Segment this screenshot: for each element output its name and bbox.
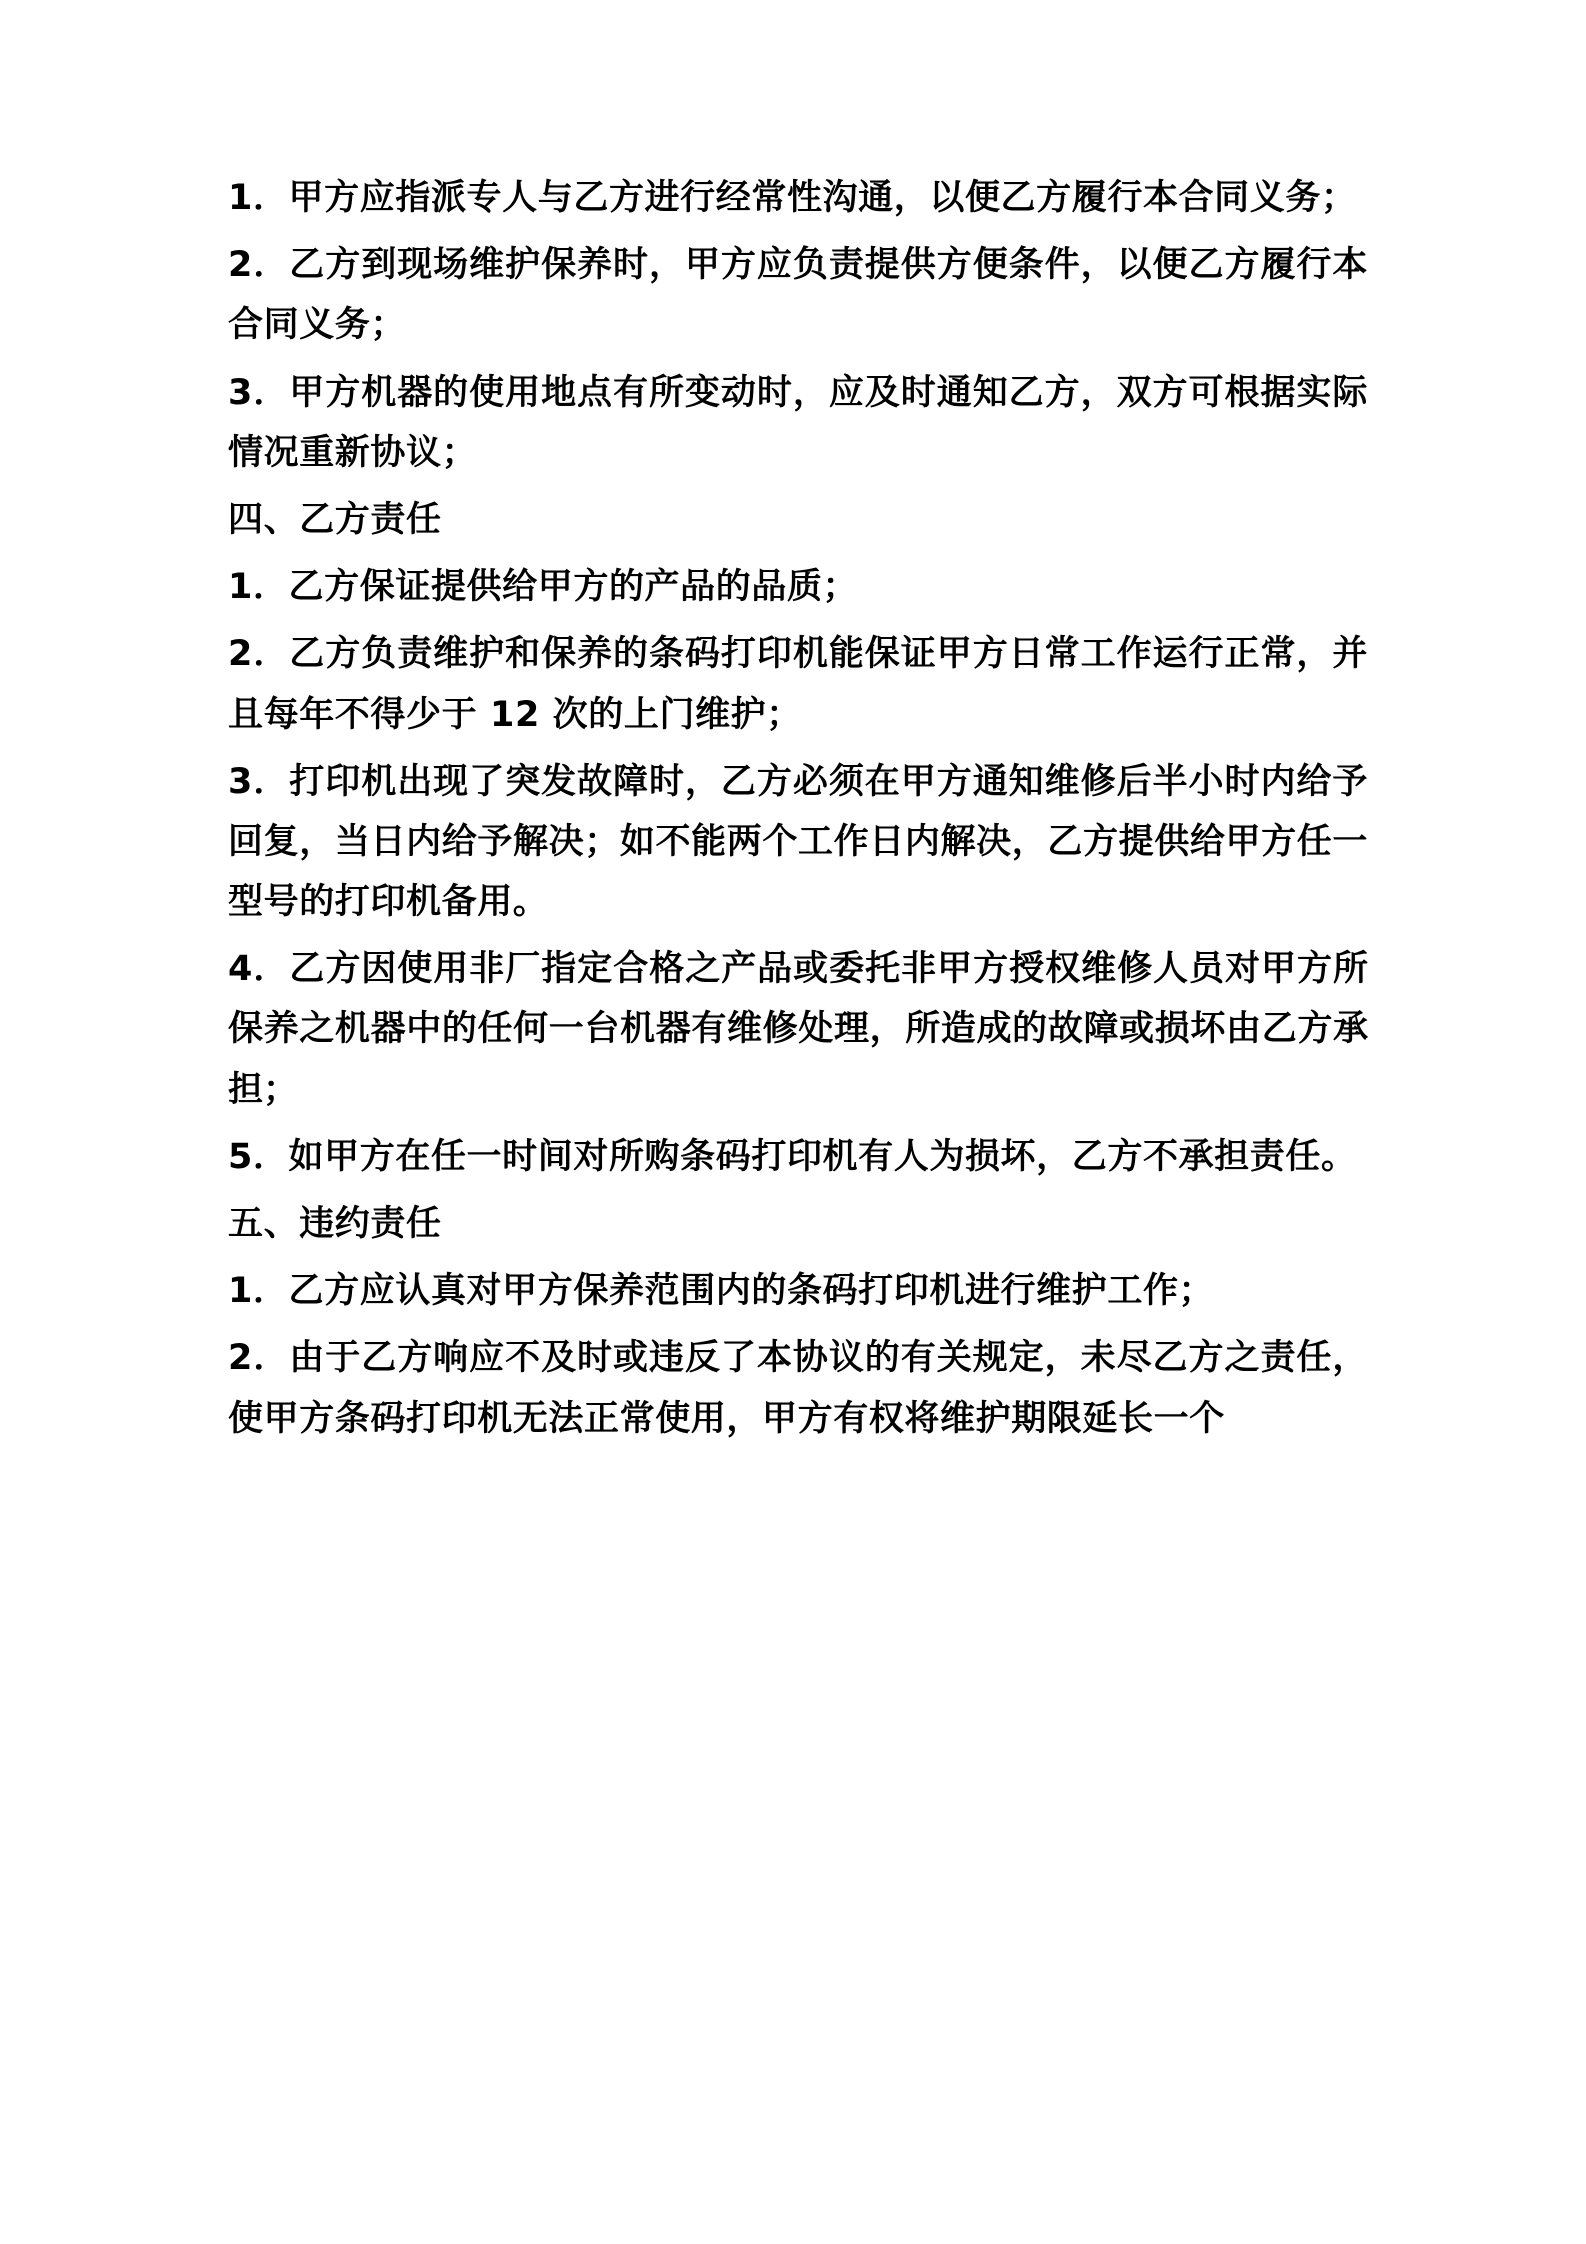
clause-paragraph: 2．乙方负责维护和保养的条码打印机能保证甲方日常工作运行正常，并且每年不得少于 12 次的上门维护； <box>228 634 1368 735</box>
document-body <box>228 168 1368 1456</box>
clause-paragraph: 5．如甲方在任一时间对所购条码打印机有人为损坏，乙方不承担责任。 <box>228 1136 1357 1177</box>
clause-paragraph: 3．甲方机器的使用地点有所变动时，应及时通知乙方，双方可根据实际情况重新协议； <box>228 372 1368 473</box>
clause-paragraph: 3．打印机出现了突发故障时，乙方必须在甲方通知维修后半小时内给予回复，当日内给予解决；如不能两个工作日内解决，乙方提供给甲方任一型号的打印机备用。 <box>228 761 1368 923</box>
clause-paragraph: 2．乙方到现场维护保养时，甲方应负责提供方便条件，以便乙方履行本合同义务； <box>228 245 1368 346</box>
section-heading-four: 四、乙方责任 <box>228 499 442 540</box>
clause-paragraph: 4．乙方因使用非厂指定合格之产品或委托非甲方授权维修人员对甲方所保养之机器中的任何一台机器有维修处理，所造成的故障或损坏由乙方承担； <box>228 949 1368 1110</box>
clause-paragraph: 1．甲方应指派专人与乙方进行经常性沟通，以便乙方履行本合同义务； <box>228 178 1357 218</box>
clause-paragraph: 1．乙方保证提供给甲方的产品的品质； <box>228 567 859 608</box>
clause-paragraph: 1．乙方应认真对甲方保养范围内的条码打印机进行维护工作； <box>228 1271 1215 1312</box>
section-heading-five: 五、违约责任 <box>228 1204 442 1244</box>
clause-paragraph: 2．由于乙方响应不及时或违反了本协议的有关规定，未尽乙方之责任，使甲方条码打印机无法正常使用，甲方有权将维护期限延长一个 <box>228 1338 1368 1439</box>
